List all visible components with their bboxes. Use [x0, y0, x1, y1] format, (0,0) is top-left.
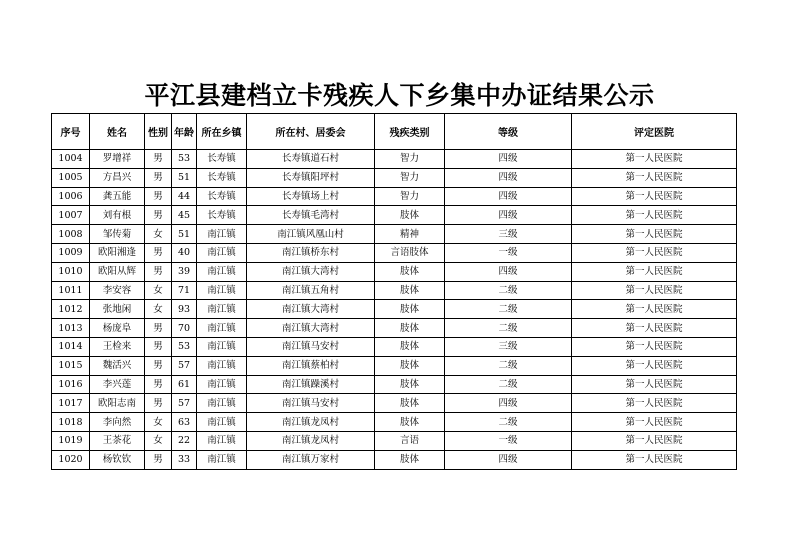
cell-town: 南江镇 [197, 431, 247, 450]
cell-village: 长寿镇场上村 [247, 187, 375, 206]
cell-age: 61 [172, 375, 197, 394]
cell-age: 44 [172, 187, 197, 206]
cell-grade: 四级 [445, 262, 572, 281]
cell-serial: 1020 [52, 450, 90, 469]
cell-grade: 四级 [445, 168, 572, 187]
cell-grade: 三级 [445, 337, 572, 356]
cell-town: 南江镇 [197, 319, 247, 338]
cell-name: 王茶花 [90, 431, 145, 450]
cell-grade: 一级 [445, 431, 572, 450]
cell-name: 王检来 [90, 337, 145, 356]
cell-village: 南江镇马安村 [247, 337, 375, 356]
cell-town: 南江镇 [197, 450, 247, 469]
cell-village: 南江镇五角村 [247, 281, 375, 300]
cell-disability-type: 智力 [375, 187, 445, 206]
header-name: 姓名 [90, 114, 145, 150]
cell-name: 李安容 [90, 281, 145, 300]
cell-gender: 男 [145, 243, 172, 262]
cell-age: 57 [172, 356, 197, 375]
cell-hospital: 第一人民医院 [572, 450, 737, 469]
table-row [52, 319, 737, 338]
table-row [52, 394, 737, 413]
header-town: 所在乡镇 [197, 114, 247, 150]
cell-serial: 1009 [52, 243, 90, 262]
cell-grade: 四级 [445, 187, 572, 206]
cell-gender: 男 [145, 337, 172, 356]
cell-disability-type: 肢体 [375, 356, 445, 375]
table-row [52, 262, 737, 281]
cell-town: 南江镇 [197, 337, 247, 356]
cell-hospital: 第一人民医院 [572, 262, 737, 281]
cell-hospital: 第一人民医院 [572, 394, 737, 413]
header-grade: 等级 [445, 114, 572, 150]
cell-serial: 1005 [52, 168, 90, 187]
cell-hospital: 第一人民医院 [572, 206, 737, 225]
cell-disability-type: 肢体 [375, 262, 445, 281]
cell-age: 93 [172, 300, 197, 319]
cell-village: 南江镇桥东村 [247, 243, 375, 262]
cell-serial: 1008 [52, 225, 90, 244]
cell-grade: 四级 [445, 206, 572, 225]
cell-gender: 男 [145, 150, 172, 169]
cell-town: 南江镇 [197, 243, 247, 262]
cell-serial: 1012 [52, 300, 90, 319]
result-table [51, 113, 737, 470]
cell-disability-type: 肢体 [375, 319, 445, 338]
cell-town: 长寿镇 [197, 206, 247, 225]
cell-grade: 四级 [445, 450, 572, 469]
cell-age: 53 [172, 150, 197, 169]
cell-gender: 女 [145, 431, 172, 450]
cell-age: 39 [172, 262, 197, 281]
cell-hospital: 第一人民医院 [572, 168, 737, 187]
cell-hospital: 第一人民医院 [572, 319, 737, 338]
cell-disability-type: 肢体 [375, 337, 445, 356]
cell-grade: 二级 [445, 300, 572, 319]
cell-serial: 1017 [52, 394, 90, 413]
cell-gender: 男 [145, 450, 172, 469]
cell-hospital: 第一人民医院 [572, 187, 737, 206]
cell-disability-type: 肢体 [375, 394, 445, 413]
cell-grade: 二级 [445, 356, 572, 375]
table-row [52, 243, 737, 262]
header-age: 年龄 [172, 114, 197, 150]
cell-name: 欧阳志南 [90, 394, 145, 413]
cell-disability-type: 言语肢体 [375, 243, 445, 262]
cell-name: 邹传菊 [90, 225, 145, 244]
cell-gender: 女 [145, 300, 172, 319]
cell-village: 南江镇躁溪村 [247, 375, 375, 394]
cell-village: 长寿镇阳坪村 [247, 168, 375, 187]
cell-serial: 1007 [52, 206, 90, 225]
cell-town: 南江镇 [197, 300, 247, 319]
cell-town: 南江镇 [197, 413, 247, 432]
cell-hospital: 第一人民医院 [572, 243, 737, 262]
table-header [52, 114, 737, 150]
cell-hospital: 第一人民医院 [572, 413, 737, 432]
cell-grade: 四级 [445, 394, 572, 413]
table-row [52, 168, 737, 187]
cell-serial: 1019 [52, 431, 90, 450]
cell-age: 51 [172, 168, 197, 187]
cell-disability-type: 精神 [375, 225, 445, 244]
cell-serial: 1011 [52, 281, 90, 300]
cell-gender: 女 [145, 281, 172, 300]
table-row [52, 206, 737, 225]
cell-grade: 四级 [445, 150, 572, 169]
cell-hospital: 第一人民医院 [572, 300, 737, 319]
table-row [52, 300, 737, 319]
cell-name: 李兴莲 [90, 375, 145, 394]
cell-age: 33 [172, 450, 197, 469]
cell-village: 南江镇万家村 [247, 450, 375, 469]
cell-name: 龚五能 [90, 187, 145, 206]
cell-town: 长寿镇 [197, 150, 247, 169]
table-row [52, 281, 737, 300]
cell-village: 长寿镇毛湾村 [247, 206, 375, 225]
cell-village: 南江镇蔡柏村 [247, 356, 375, 375]
cell-age: 40 [172, 243, 197, 262]
cell-serial: 1004 [52, 150, 90, 169]
table-row [52, 187, 737, 206]
page-title: 平江县建档立卡残疾人下乡集中办证结果公示 [144, 81, 655, 110]
cell-town: 南江镇 [197, 356, 247, 375]
cell-serial: 1016 [52, 375, 90, 394]
cell-serial: 1015 [52, 356, 90, 375]
cell-name: 方昌兴 [90, 168, 145, 187]
cell-town: 南江镇 [197, 262, 247, 281]
cell-disability-type: 肢体 [375, 300, 445, 319]
cell-serial: 1010 [52, 262, 90, 281]
cell-serial: 1013 [52, 319, 90, 338]
cell-hospital: 第一人民医院 [572, 225, 737, 244]
cell-name: 李向然 [90, 413, 145, 432]
cell-town: 长寿镇 [197, 168, 247, 187]
cell-name: 杨庞阜 [90, 319, 145, 338]
cell-village: 南江镇龙凤村 [247, 413, 375, 432]
cell-gender: 男 [145, 319, 172, 338]
cell-serial: 1018 [52, 413, 90, 432]
header-row [52, 114, 737, 150]
cell-disability-type: 肢体 [375, 450, 445, 469]
cell-town: 长寿镇 [197, 187, 247, 206]
cell-age: 71 [172, 281, 197, 300]
table-row [52, 356, 737, 375]
table-body [52, 150, 737, 470]
cell-name: 刘有根 [90, 206, 145, 225]
table-row [52, 413, 737, 432]
cell-town: 南江镇 [197, 281, 247, 300]
header-serial: 序号 [52, 114, 90, 150]
cell-village: 南江镇龙凤村 [247, 431, 375, 450]
table-row [52, 225, 737, 244]
cell-grade: 三级 [445, 225, 572, 244]
cell-disability-type: 言语 [375, 431, 445, 450]
cell-gender: 男 [145, 262, 172, 281]
cell-hospital: 第一人民医院 [572, 431, 737, 450]
table-row [52, 431, 737, 450]
cell-hospital: 第一人民医院 [572, 356, 737, 375]
cell-grade: 一级 [445, 243, 572, 262]
cell-gender: 女 [145, 225, 172, 244]
table-row [52, 375, 737, 394]
cell-age: 70 [172, 319, 197, 338]
cell-town: 南江镇 [197, 394, 247, 413]
cell-serial: 1014 [52, 337, 90, 356]
cell-name: 张地闲 [90, 300, 145, 319]
header-gender: 性别 [145, 114, 172, 150]
cell-gender: 男 [145, 187, 172, 206]
cell-name: 杨钦钦 [90, 450, 145, 469]
cell-town: 南江镇 [197, 225, 247, 244]
cell-gender: 女 [145, 413, 172, 432]
cell-age: 45 [172, 206, 197, 225]
cell-serial: 1006 [52, 187, 90, 206]
cell-disability-type: 肢体 [375, 413, 445, 432]
cell-disability-type: 智力 [375, 168, 445, 187]
cell-name: 欧阳从辉 [90, 262, 145, 281]
table-row [52, 150, 737, 169]
cell-name: 魏活兴 [90, 356, 145, 375]
cell-village: 南江镇风凰山村 [247, 225, 375, 244]
cell-disability-type: 智力 [375, 150, 445, 169]
cell-village: 南江镇大湾村 [247, 319, 375, 338]
cell-hospital: 第一人民医院 [572, 150, 737, 169]
cell-gender: 男 [145, 375, 172, 394]
cell-grade: 二级 [445, 319, 572, 338]
cell-village: 南江镇大湾村 [247, 300, 375, 319]
cell-grade: 二级 [445, 281, 572, 300]
cell-disability-type: 肢体 [375, 281, 445, 300]
cell-disability-type: 肢体 [375, 206, 445, 225]
cell-gender: 男 [145, 356, 172, 375]
header-disability-type: 残疾类别 [375, 114, 445, 150]
cell-age: 57 [172, 394, 197, 413]
cell-hospital: 第一人民医院 [572, 375, 737, 394]
cell-age: 53 [172, 337, 197, 356]
cell-gender: 男 [145, 168, 172, 187]
cell-age: 51 [172, 225, 197, 244]
header-village: 所在村、居委会 [247, 114, 375, 150]
cell-town: 南江镇 [197, 375, 247, 394]
cell-gender: 男 [145, 394, 172, 413]
cell-hospital: 第一人民医院 [572, 281, 737, 300]
cell-name: 罗增祥 [90, 150, 145, 169]
cell-hospital: 第一人民医院 [572, 337, 737, 356]
table-row [52, 450, 737, 469]
cell-name: 欧阳湘逢 [90, 243, 145, 262]
cell-grade: 二级 [445, 375, 572, 394]
table-row [52, 337, 737, 356]
cell-village: 南江镇马安村 [247, 394, 375, 413]
header-hospital: 评定医院 [572, 114, 737, 150]
cell-age: 22 [172, 431, 197, 450]
cell-village: 南江镇大湾村 [247, 262, 375, 281]
cell-village: 长寿镇道石村 [247, 150, 375, 169]
cell-age: 63 [172, 413, 197, 432]
cell-disability-type: 肢体 [375, 375, 445, 394]
cell-grade: 二级 [445, 413, 572, 432]
cell-gender: 男 [145, 206, 172, 225]
